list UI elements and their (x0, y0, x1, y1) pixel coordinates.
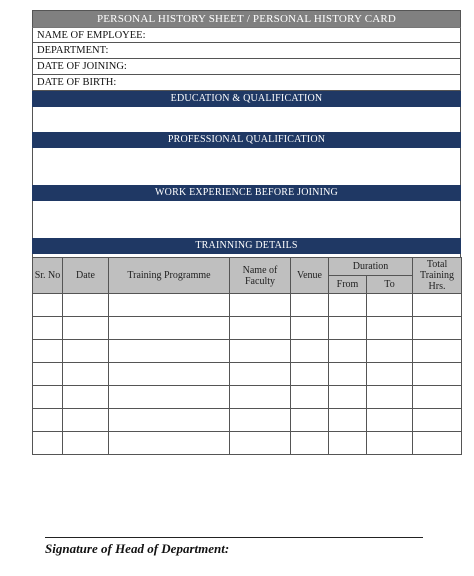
date-of-joining-field[interactable]: DATE OF JOINING: (32, 59, 461, 75)
training-section-header: TRAINNING DETAILS (32, 238, 461, 254)
table-row (33, 317, 462, 340)
table-cell[interactable] (33, 294, 63, 317)
table-cell[interactable] (367, 363, 413, 386)
education-section-body[interactable] (32, 107, 461, 132)
table-cell[interactable] (109, 386, 230, 409)
header-name-of-faculty: Name of Faculty (230, 258, 291, 294)
header-date: Date (63, 258, 109, 294)
table-cell[interactable] (291, 432, 329, 455)
sheet-title: PERSONAL HISTORY SHEET / PERSONAL HISTORY CARD (32, 10, 461, 27)
table-cell[interactable] (33, 432, 63, 455)
table-cell[interactable] (230, 432, 291, 455)
table-cell[interactable] (291, 340, 329, 363)
table-cell[interactable] (63, 294, 109, 317)
table-cell[interactable] (329, 409, 367, 432)
training-table (32, 257, 462, 455)
work-experience-section-body[interactable] (32, 201, 461, 238)
table-cell[interactable] (367, 317, 413, 340)
date-of-birth-field[interactable]: DATE OF BIRTH: (32, 75, 461, 91)
table-cell[interactable] (63, 432, 109, 455)
table-cell[interactable] (109, 340, 230, 363)
table-cell[interactable] (413, 294, 462, 317)
education-section-header: EDUCATION & QUALIFICATION (32, 91, 461, 107)
table-cell[interactable] (329, 294, 367, 317)
table-cell[interactable] (63, 317, 109, 340)
personal-history-sheet (32, 10, 461, 455)
professional-section-header: PROFESSIONAL QUALIFICATION (32, 132, 461, 148)
table-cell[interactable] (33, 363, 63, 386)
table-cell[interactable] (63, 363, 109, 386)
table-cell[interactable] (230, 363, 291, 386)
header-to: To (367, 276, 413, 294)
table-cell[interactable] (33, 317, 63, 340)
table-cell[interactable] (230, 409, 291, 432)
table-cell[interactable] (291, 294, 329, 317)
table-cell[interactable] (109, 317, 230, 340)
header-sr-no: Sr. No (33, 258, 63, 294)
table-cell[interactable] (33, 340, 63, 363)
table-row (33, 294, 462, 317)
table-cell[interactable] (230, 294, 291, 317)
table-cell[interactable] (291, 317, 329, 340)
table-cell[interactable] (63, 409, 109, 432)
table-cell[interactable] (63, 386, 109, 409)
header-from: From (329, 276, 367, 294)
table-cell[interactable] (413, 386, 462, 409)
signature-of-head-of-department: Signature of Head of Department: (45, 537, 423, 557)
table-cell[interactable] (413, 317, 462, 340)
table-cell[interactable] (291, 386, 329, 409)
table-cell[interactable] (413, 432, 462, 455)
training-table-body (33, 294, 462, 455)
table-cell[interactable] (329, 386, 367, 409)
table-cell[interactable] (33, 386, 63, 409)
table-cell[interactable] (230, 317, 291, 340)
work-experience-section-header: WORK EXPERIENCE BEFORE JOINING (32, 185, 461, 201)
table-cell[interactable] (367, 294, 413, 317)
table-cell[interactable] (413, 363, 462, 386)
table-cell[interactable] (63, 340, 109, 363)
table-cell[interactable] (329, 432, 367, 455)
table-cell[interactable] (109, 409, 230, 432)
table-cell[interactable] (329, 363, 367, 386)
header-training-programme: Training Programme (109, 258, 230, 294)
header-duration: Duration (329, 258, 413, 276)
table-cell[interactable] (230, 340, 291, 363)
department-field[interactable]: DEPARTMENT: (32, 43, 461, 59)
table-row (33, 432, 462, 455)
name-of-employee-field[interactable]: NAME OF EMPLOYEE: (32, 27, 461, 43)
table-cell[interactable] (367, 340, 413, 363)
table-cell[interactable] (109, 294, 230, 317)
header-venue: Venue (291, 258, 329, 294)
table-cell[interactable] (230, 386, 291, 409)
table-cell[interactable] (367, 386, 413, 409)
professional-section-body[interactable] (32, 148, 461, 185)
table-row (33, 363, 462, 386)
table-cell[interactable] (109, 432, 230, 455)
table-cell[interactable] (329, 317, 367, 340)
table-cell[interactable] (413, 340, 462, 363)
table-cell[interactable] (109, 363, 230, 386)
table-cell[interactable] (33, 409, 63, 432)
table-row (33, 340, 462, 363)
table-cell[interactable] (291, 363, 329, 386)
table-row (33, 386, 462, 409)
header-total-training-hrs: Total Training Hrs. (413, 258, 462, 294)
table-cell[interactable] (413, 409, 462, 432)
table-cell[interactable] (329, 340, 367, 363)
table-cell[interactable] (367, 409, 413, 432)
table-row (33, 409, 462, 432)
table-cell[interactable] (291, 409, 329, 432)
table-cell[interactable] (367, 432, 413, 455)
